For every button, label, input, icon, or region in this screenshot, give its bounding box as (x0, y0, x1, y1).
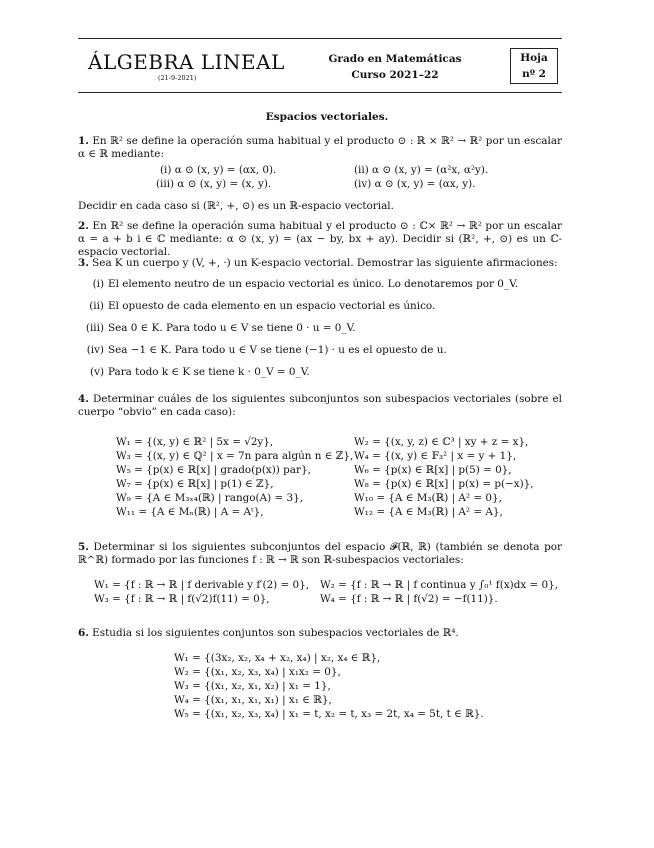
exercise-4 (78, 393, 562, 520)
exercise-3-list (78, 278, 562, 388)
set-row (78, 694, 562, 708)
set-w10: W₁₀ = {A ∈ M₃(ℝ) | A² = 0}, (354, 492, 502, 504)
exercise-number: 5. (78, 541, 89, 553)
set-row (78, 492, 562, 506)
exercise-2 (78, 220, 562, 259)
set-w3: W₃ = {f : ℝ → ℝ | f(√2)f(11) = 0}, (94, 593, 270, 605)
set-row (78, 708, 562, 722)
list-item: (ii) El opuesto de cada elemento en un espacio vectorial es único. (89, 300, 436, 312)
exercise-3-intro-text: Sea K un cuerpo y (V, +, ·) un K-espacio vectorial. Demostrar las siguiente afirmaciones: (92, 257, 558, 269)
set-w8: W₈ = {p(x) ∈ ℝ[x] | p(x) = p(−x)}, (354, 478, 534, 490)
exercise-5 (78, 541, 562, 607)
exercise-5-intro-text: Determinar si los siguientes subconjuntos del espacio 𝓕(ℝ, ℝ) (también se denota por ℝ^ℝ) formado por las funciones f : ℝ → ℝ son ℝ-subespacios vectoriales: (78, 541, 562, 566)
set-w2: W₂ = {(x₁, x₂, x₃, x₄) | x₁x₂ = 0}, (174, 666, 341, 678)
exercise-6-intro (78, 627, 562, 640)
set-w1: W₁ = {(3x₂, x₂, x₄ + x₂, x₄) | x₂, x₄ ∈ ℝ}, (174, 652, 381, 664)
set-w1: W₁ = {f : ℝ → ℝ | f derivable y f′(2) = 0}, (94, 579, 310, 591)
exercise-number: 3. (78, 257, 89, 269)
set-w4: W₄ = {(x, y) ∈ 𝔽₃² | x = y + 1}, (354, 450, 517, 462)
set-row (78, 478, 562, 492)
exercise-1-cases-row-1 (78, 164, 562, 178)
exercise-1-intro (78, 135, 562, 161)
set-w11: W₁₁ = {A ∈ Mₙ(ℝ) | A = Aᵗ}, (116, 506, 264, 518)
exercise-1-conclusion: Decidir en cada caso si (ℝ², +, ⊙) es un ℝ-espacio vectorial. (78, 200, 394, 212)
exercise-number: 4. (78, 393, 89, 405)
set-w3: W₃ = {(x₁, x₂, x₁, x₂) | x₁ = 1}, (174, 680, 331, 692)
exercise-5-intro (78, 541, 562, 567)
degree-name: Grado en Matemáticas (328, 53, 462, 65)
exercise-3 (78, 257, 562, 388)
set-w2: W₂ = {(x, y, z) ∈ ℂ³ | xy + z = x}, (354, 436, 529, 448)
set-row (78, 506, 562, 520)
set-w7: W₇ = {p(x) ∈ ℝ[x] | p(1) ∈ ℤ}, (116, 478, 274, 490)
set-row (78, 652, 562, 666)
set-w1: W₁ = {(x, y) ∈ ℝ² | 5x = √2y}, (116, 436, 274, 448)
set-row (78, 666, 562, 680)
header-top-rule (78, 38, 562, 39)
sheet-number-box (510, 48, 558, 84)
header-bottom-rule (78, 92, 562, 93)
list-item: (iv) Sea −1 ∈ K. Para todo u ∈ V se tiene (−1) · u es el opuesto de u. (86, 344, 447, 356)
case-i: (i) α ⊙ (x, y) = (αx, 0). (160, 164, 277, 176)
set-row (78, 464, 562, 478)
exercise-3-intro (78, 257, 562, 270)
case-ii: (ii) α ⊙ (x, y) = (α²x, α²y). (354, 164, 489, 176)
exercise-1-intro-text: En ℝ² se define la operación suma habitual y el producto ⊙ : ℝ × ℝ² → ℝ² por un escalar α ∈ ℝ mediante: (78, 135, 562, 160)
exercise-number: 1. (78, 135, 89, 147)
set-w6: W₆ = {p(x) ∈ ℝ[x] | p(5) = 0}, (354, 464, 512, 476)
sheet-date: (21-9-2021) (158, 74, 197, 82)
set-w5: W₅ = {(x₁, x₂, x₃, x₄) | x₁ = t, x₂ = t, x₃ = 2t, x₄ = 5t, t ∈ ℝ}. (174, 708, 484, 720)
set-row (78, 579, 562, 593)
exercise-6-intro-text: Estudia si los siguientes conjuntos son subespacios vectoriales de ℝ⁴. (92, 627, 459, 639)
set-w4: W₄ = {(x₁, x₁, x₁, x₁) | x₁ ∈ ℝ}, (174, 694, 332, 706)
set-w9: W₉ = {A ∈ M₃ₓ₄(ℝ) | rango(A) = 3}, (116, 492, 304, 504)
set-w12: W₁₂ = {A ∈ M₃(ℝ) | A² = A}, (354, 506, 503, 518)
sheet-number: nº 2 (522, 67, 546, 80)
exercise-6-sets (78, 652, 562, 722)
list-item: (i) El elemento neutro de un espacio vectorial es único. Lo denotaremos por 0_V. (92, 278, 519, 290)
exercise-1 (78, 135, 562, 213)
course-year: Curso 2021–22 (351, 68, 439, 81)
exercise-number: 6. (78, 627, 89, 639)
set-row (78, 593, 562, 607)
exercise-5-sets (78, 579, 562, 607)
set-w2: W₂ = {f : ℝ → ℝ | f continua y ∫₀¹ f(x)dx = 0}, (320, 579, 559, 591)
case-iv: (iv) α ⊙ (x, y) = (αx, y). (354, 178, 476, 190)
exercise-number: 2. (78, 220, 89, 232)
exercise-4-intro-text: Determinar cuáles de los siguientes subconjuntos son subespacios vectoriales (sobre el cuerpo “obvio” en cada caso): (78, 393, 562, 418)
set-w3: W₃ = {(x, y) ∈ ℚ² | x = 7n para algún n ∈ ℤ}, (116, 450, 354, 462)
set-w4: W₄ = {f : ℝ → ℝ | f(√2) = −f(11)}. (320, 593, 498, 605)
case-iii: (iii) α ⊙ (x, y) = (x, y). (156, 178, 272, 190)
set-row (78, 680, 562, 694)
list-item: (v) Para todo k ∈ K se tiene k · 0_V = 0_V. (90, 366, 310, 378)
exercise-2-text (78, 220, 562, 259)
set-row (78, 450, 562, 464)
exercise-6 (78, 627, 562, 722)
section-title: Espacios vectoriales. (265, 111, 389, 123)
sheet-label: Hoja (520, 52, 548, 64)
exercise-4-sets (78, 436, 562, 520)
list-item: (iii) Sea 0 ∈ K. Para todo u ∈ V se tiene 0 · u = 0_V. (85, 322, 356, 334)
degree-course-info (325, 52, 465, 84)
set-row (78, 436, 562, 450)
set-w5: W₅ = {p(x) ∈ ℝ[x] | grado(p(x)) par}, (116, 464, 311, 476)
exercise-1-cases-row-2 (78, 178, 562, 192)
exercise-4-intro (78, 393, 562, 419)
exercise-2-body: En ℝ² se define la operación suma habitual y el producto ⊙ : ℂ× ℝ² → ℝ² por un escalar α = a + b i ∈ ℂ mediante: α ⊙ (x, y) = (ax − by, bx + ay). Decidir si (ℝ², +, ⊙) es un ℂ-espacio vectorial. (78, 220, 562, 258)
course-title: ÁLGEBRA LINEAL (88, 50, 285, 74)
